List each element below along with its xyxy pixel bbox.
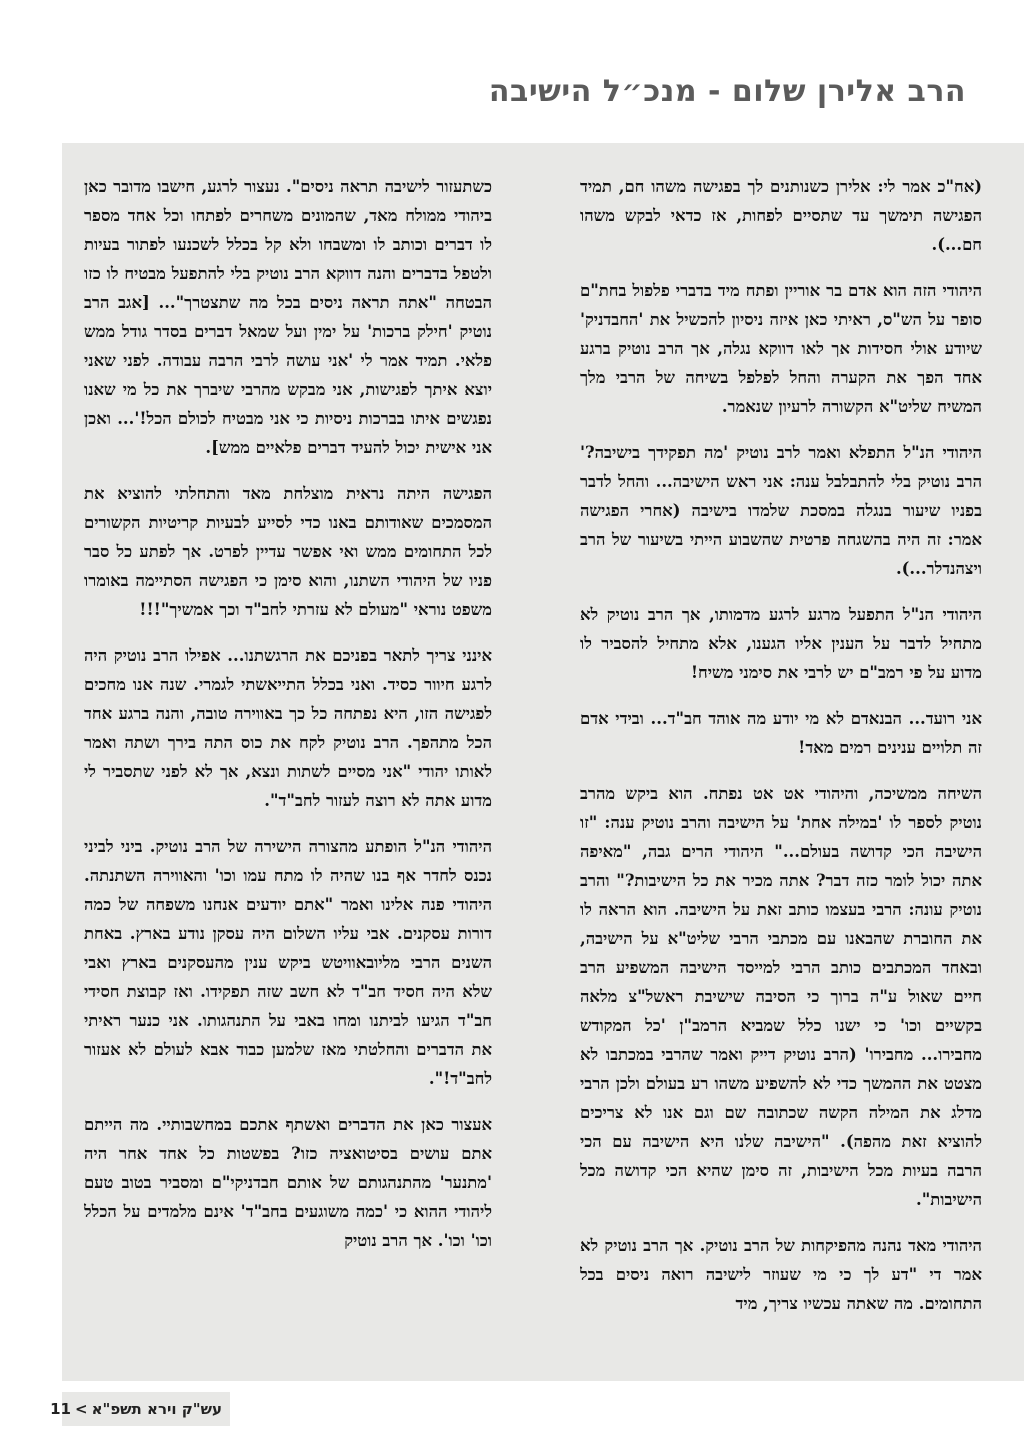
paragraph: היהודי הנ"ל התפעל מרגע לרגע מדמותו, אך הרב נוטיק לא מתחיל לדבר על הענין אליו הגענו, אלא מתחיל להסביר לו מדוע על פי רמב"ם יש לרבי את סימני משיח!	[580, 605, 982, 682]
paragraph: היהודי הנ"ל התפלא ואמר לרב נוטיק 'מה תפקידך בישיבה?' הרב נוטיק בלי להתבלבל ענה: אני ראש הישיבה... והחל לדבר בפניו שיעור בנגלה במסכת שלמדו בישיבה (אחרי הפגישה אמר: זה היה בהשגחה פרטית שהשבוע הייתי בשיעור של הרב ויצהנדלר...).	[580, 443, 982, 578]
paragraph: השיחה ממשיכה, והיהודי אט אט נפתח. הוא ביקש מהרב נוטיק לספר לו 'במילה אחת' על הישיבה והרב נוטיק ענה: "זו הישיבה הכי קדושה בעולם..." היהודי הרים גבה, "מאיפה אתה יכול לומר כזה דבר? אתה מכיר את כל הישיבות?" והרב נוטיק עונה: הרבי בעצמו כותב זאת על הישיבה. הוא הראה לו את החוברת שהבאנו עם מכתבי הרבי שליט"א על הישיבה, ובאחד המכתבים כותב הרבי למייסד הישיבה המשפיע הרב חיים שאול ע"ה ברוך כי הסיבה שישיבת ראשל"צ מלאה בקשיים וכו' כי ישנו כלל שמביא הרמב"ן 'כל המקודש מחבירו... מחבירו' (הרב נוטיק דייק ואמר שהרבי במכתבו לא מצטט את ההמשך כדי לא להשפיע משהו רע בעולם ולכן הרבי מדלג את המילה הקשה שכתובה שם וגם אנו לא צריכים להוציא זאת מהפה). "הישיבה שלנו היא הישיבה עם הכי הרבה בעיות מכל הישיבות, זה סימן שהיא הכי קדושה מכל הישיבות".	[580, 784, 982, 1209]
paragraph: אינני צריך לתאר בפניכם את הרגשתנו... אפילו הרב נוטיק היה לרגע חיוור כסיד. ואני בכלל התייאשתי לגמרי. שנה אנו מחכים לפגישה הזו, היא נפתחה כל כך באווירה טובה, והנה ברגע אחד הכל מתהפך. הרב נוטיק לקח את כוס התה בירך ושתה ואמר לאותו יהודי "אני מסיים לשתות ונצא, אך לא לפני שתסביר לי מדוע אתה לא רוצה לעזור לחב"ד".	[84, 646, 492, 810]
paragraph: היהודי הזה הוא אדם בר אוריין ופתח מיד בדברי פלפול בחת"ם סופר על הש"ס, ראיתי כאן איזה ניסיון להכשיל את 'החבדניק' שיודע אולי חסידות אך לאו דווקא נגלה, אך הרב נוטיק ברגע אחד הפך את הקערה והחל לפלפל בשיחה של הרבי מלך המשיח שליט"א הקשורה לרעיון שנאמר.	[580, 281, 982, 416]
paragraph: היהודי מאד נהנה מהפיקחות של הרב נוטיק. אך הרב נוטיק לא אמר די "דע לך כי מי שעוזר לישיבה רואה ניסים בכל התחומים. מה שאתה עכשיו צריך, מיד	[580, 1236, 982, 1313]
paragraph: כשתעזור לישיבה תראה ניסים". נעצור לרגע, חישבו מדובר כאן ביהודי ממולח מאד, שהמונים משחרים לפתחו וכל אחד מספר לו דברים וכותב לו ומשבחו ולא קל בכלל לשכנעו לפתור בעיות ולטפל בדברים והנה דווקא הרב נוטיק בלי להתפעל מבטיח לו כזו הבטחה "אתה תראה ניסים בכל מה שתצטרך"... [אגב הרב נוטיק 'חילק ברכות' על ימין ועל שמאל דברים בסדר גודל ממש פלאי. תמיד אמר לי 'אני עושה לרבי הרבה עבודה. לפני שאני יוצא איתך לפגישות, אני מבקש מהרבי שיברך את כל מי שאנו נפגשים איתו בברכות ניסיות כי אני מבטיח לכולם הכל!'... ואכן אני אישית יכול להעיד דברים פלאיים ממש].	[84, 177, 492, 457]
article-column-left	[84, 172, 492, 1354]
footer-separator: >	[75, 1400, 88, 1418]
page-number: 11	[50, 1400, 71, 1418]
paragraph: אני רועד... הבנאדם לא מי יודע מה אוהד חב"ד... ובידי אדם זה תלויים ענינים רמים מאד!	[580, 709, 982, 757]
paragraph: אעצור כאן את הדברים ואשתף אתכם במחשבותיי. מה הייתם אתם עושים בסיטואציה כזו? בפשטות כל אחד אחר היה 'מתנער' מהתנהגותם של אותם חבדניקי"ם ומסביר בטוב טעם ליהודי ההוא כי 'כמה משוגעים בחב"ד' אינם מלמדים על הכלל וכו' וכו'. אך הרב נוטיק	[84, 1115, 492, 1250]
paragraph: הפגישה היתה נראית מוצלחת מאד והתחלתי להוציא את המסמכים שאודותם באנו כדי לסייע לבעיות קריטיות הקשורים לכל התחומים ממש ואי אפשר עדיין לפרט. אך לפתע כל סבר פניו של היהודי השתנו, והוא סימן כי הפגישה הסתיימה באומרו משפט נוראי "מעולם לא עזרתי לחב"ד וכך אמשיך"!!!	[84, 484, 492, 619]
page-footer	[50, 1392, 230, 1426]
article-header-title: הרב אלירן שלום - מנכ״ל הישיבה	[488, 74, 966, 109]
article-column-right	[580, 172, 982, 1354]
footer-publication: עש"ק וירא תשפ"א	[91, 1400, 222, 1418]
paragraph: היהודי הנ"ל הופתע מהצורה הישירה של הרב נוטיק. ביני לביני נכנס לחדר אף בנו שהיה לו מתח עמו וכו' והאווירה השתנתה. היהודי פנה אלינו ואמר "אתם יודעים אנחנו משפחה של כמה דורות עסקנים. אבי עליו השלום היה עסקן נודע בארץ. באחת השנים הרבי מליובאוויטש ביקש ענין מהעסקנים בארץ ואבי שלא היה חסיד חב"ד לא חשב שזה תפקידו. ואז קבוצת חסידי חב"ד הגיעו לביתנו ומחו באבי על התנהגותו. אני כנער ראיתי את הדברים והחלטתי מאז שלמען כבוד אבא לעולם לא אעזור לחב"ד!".	[84, 837, 492, 1088]
paragraph: (אח"כ אמר לי: אלירן כשנותנים לך בפגישה משהו חם, תמיד הפגישה תימשך עד שתסיים לפחות, אז כדאי לבקש משהו חם...).	[580, 177, 982, 254]
